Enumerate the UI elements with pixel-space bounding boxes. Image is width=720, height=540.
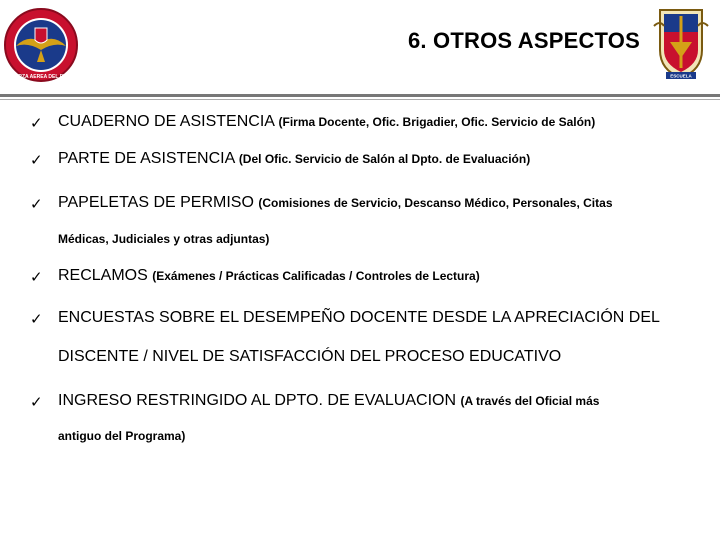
checkmark-icon: ✓ xyxy=(30,114,43,132)
list-item xyxy=(30,150,690,172)
school-shield-text: ESCUELA xyxy=(670,73,692,79)
item-title: ENCUESTAS SOBRE EL DESEMPEÑO DOCENTE DESDE LA APRECIACIÓN DEL xyxy=(58,309,660,326)
item-note: (Del Ofic. Servicio de Salón al Dpto. de Evaluación) xyxy=(238,152,531,166)
checkmark-icon: ✓ xyxy=(30,393,43,411)
page-title: 6. OTROS ASPECTOS xyxy=(407,28,640,53)
checkmark-icon: ✓ xyxy=(30,195,43,213)
checkmark-icon: ✓ xyxy=(30,151,43,169)
school-shield-logo xyxy=(652,6,710,82)
header-separator xyxy=(0,94,720,97)
list-item xyxy=(30,113,690,135)
item-title: INGRESO RESTRINGIDO AL DPTO. DE EVALUACION xyxy=(58,392,457,409)
checkmark-icon: ✓ xyxy=(30,268,43,286)
list-item xyxy=(30,392,690,443)
air-force-emblem-text: FUERZA AEREA DEL PERU xyxy=(8,74,74,80)
item-note: (A través del Oficial más xyxy=(460,394,600,408)
list-item xyxy=(30,194,690,246)
header-separator-thin xyxy=(0,99,720,100)
checkmark-icon: ✓ xyxy=(30,310,43,328)
item-continuation: Médicas, Judiciales y otras adjuntas) xyxy=(58,232,270,246)
list-item xyxy=(30,309,690,365)
item-note: (Firma Docente, Ofic. Brigadier, Ofic. Servicio de Salón) xyxy=(278,115,596,129)
item-title: RECLAMOS xyxy=(58,267,148,284)
air-force-emblem-logo xyxy=(2,6,80,84)
item-note: (Comisiones de Servicio, Descanso Médico, Personales, Citas xyxy=(258,196,613,210)
item-title: PAPELETAS DE PERMISO xyxy=(58,194,254,211)
item-continuation: DISCENTE / NIVEL DE SATISFACCIÓN DEL PROCESO EDUCATIVO xyxy=(58,348,562,365)
item-title: CUADERNO DE ASISTENCIA xyxy=(58,113,275,130)
item-note: (Exámenes / Prácticas Calificadas / Controles de Lectura) xyxy=(152,269,480,283)
list-item xyxy=(30,267,690,289)
item-title: PARTE DE ASISTENCIA xyxy=(58,150,235,167)
item-continuation: antiguo del Programa) xyxy=(58,429,186,443)
